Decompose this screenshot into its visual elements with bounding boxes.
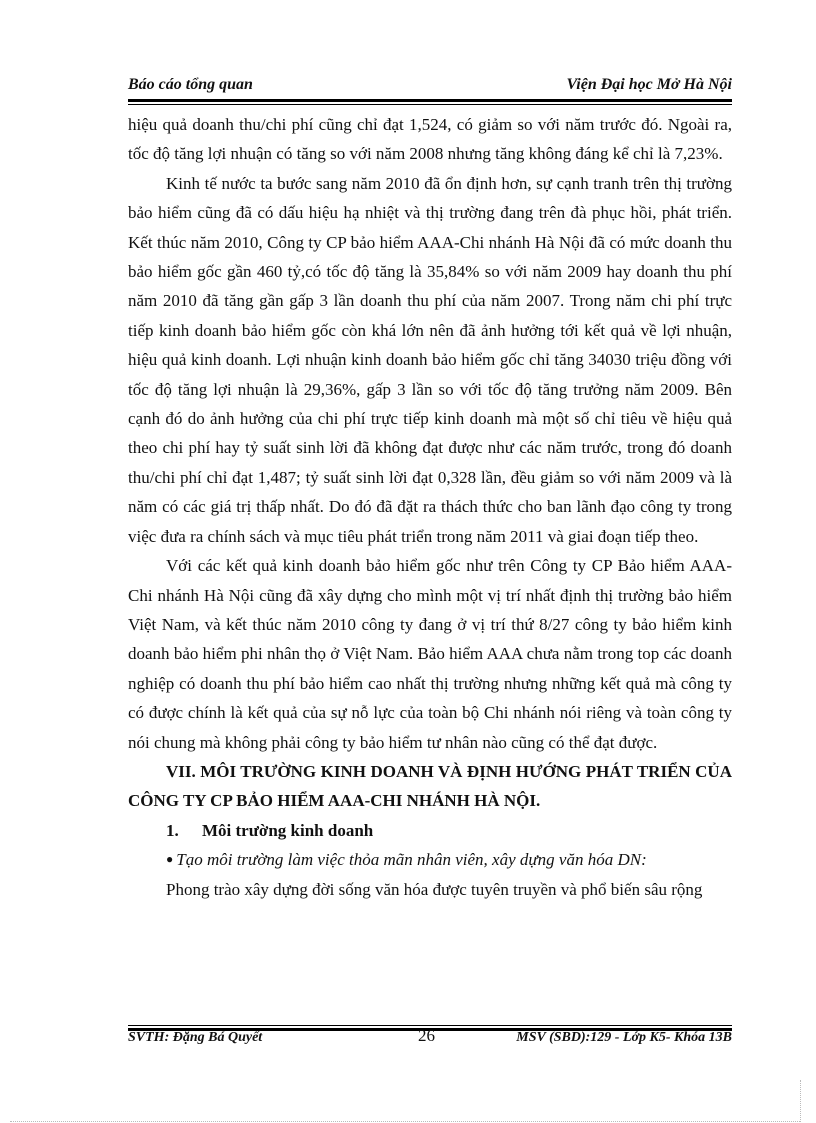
bullet-text: Tạo môi trường làm việc thỏa mãn nhân viên, xây dựng văn hóa DN: xyxy=(176,850,647,870)
page-number: 26 xyxy=(418,1026,435,1045)
paragraph-continuation: hiệu quả doanh thu/chi phí cũng chỉ đạt 1,524, có giảm so với năm trước đó. Ngoài ra, tốc độ tăng lợi nhuận có tăng so với năm 2008 nhưng tăng không đáng kể chỉ là 7,23%. xyxy=(128,115,732,164)
header-left-title: Báo cáo tổng quan xyxy=(128,76,253,93)
footer-student-id: MSV (SBD):129 - Lớp K5- Khóa 13B xyxy=(516,1030,732,1045)
section-heading: VII. MÔI TRƯỜNG KINH DOANH VÀ ĐỊNH HƯỚNG PHÁT TRIỂN CỦA CÔNG TY CP BẢO HIỂM AAA-CHI NHÁNH HÀ NỘI. xyxy=(128,761,732,811)
header-right-title: Viện Đại học Mở Hà Nội xyxy=(566,76,732,93)
paragraph-culture: Phong trào xây dựng đời sống văn hóa được tuyên truyền và phổ biến sâu rộng xyxy=(166,879,703,899)
header-rule-thick xyxy=(128,99,732,102)
page-footer xyxy=(128,1026,732,1052)
footer-student: SVTH: Đặng Bá Quyết xyxy=(128,1030,263,1045)
subheading-text: Môi trường kinh doanh xyxy=(202,820,374,840)
bullet-item xyxy=(128,845,732,874)
page-corner-guide xyxy=(800,1080,801,1122)
header-rule-thin xyxy=(128,104,732,105)
paragraph-2010-results: Kinh tế nước ta bước sang năm 2010 đã ổn định hơn, sự cạnh tranh trên thị trường bảo hiểm cũng đã có dấu hiệu hạ nhiệt và thị trường đang trên đà phục hồi, phát triển. Kết thúc năm 2010, Công ty CP bảo hiểm AAA-Chi nhánh Hà Nội đã có mức doanh thu bảo hiểm gốc gần 460 tỷ,có tốc độ tăng là 35,84% so với năm 2009 hay doanh thu phí năm 2010 đã tăng gần gấp 3 lần doanh thu phí của năm 2007. Trong năm chi phí trực tiếp kinh doanh bảo hiểm gốc còn khá lớn nên đã ảnh hưởng tới kết quả về lợi nhuận, hiệu quả kinh doanh. Lợi nhuận kinh doanh bảo hiểm gốc chỉ tăng 34030 triệu đồng với tốc độ tăng lợi nhuận là 29,36%, gấp 3 lần so với tốc độ tăng trưởng năm 2009. Bên cạnh đó do ảnh hưởng của chi phí trực tiếp kinh doanh mà một số chỉ tiêu về hiệu quả theo chi phí hay tỷ suất sinh lời đã không đạt được như các năm trước, trong đó doanh thu/chi phí chỉ đạt 1,487; tỷ suất sinh lời đạt 0,328 lần, đều giảm so với năm 2009 và là năm có các giá trị thấp nhất. Do đó đã đặt ra thách thức cho ban lãnh đạo công ty trong việc đưa ra chính sách và mục tiêu phát triển trong năm 2011 và giai đoạn tiếp theo. xyxy=(128,173,732,546)
page-edge-guide xyxy=(10,1121,800,1122)
subheading-number: 1. xyxy=(166,820,179,840)
subheading xyxy=(128,816,732,845)
document-body xyxy=(128,110,732,904)
page-header xyxy=(128,74,732,100)
paragraph-market-position: Với các kết quả kinh doanh bảo hiểm gốc như trên Công ty CP Bảo hiểm AAA-Chi nhánh Hà Nội cũng đã xây dựng cho mình một vị trí nhất định thị trường bảo hiểm Việt Nam, và kết thúc năm 2010 công ty đang ở vị trí thứ 8/27 công ty bảo hiểm kinh doanh bảo hiểm phi nhân thọ ở Việt Nam. Bảo hiểm AAA chưa nằm trong top các doanh nghiệp có doanh thu phí bảo hiểm cao nhất thị trường nhưng những kết quả mà công ty có được chính là kết quả của sự nỗ lực của toàn bộ Chi nhánh nói riêng và toàn công ty nói chung mà không phải công ty bảo hiểm tư nhân nào cũng có thể đạt được. xyxy=(128,556,732,752)
bullet-icon: ● xyxy=(166,852,174,867)
